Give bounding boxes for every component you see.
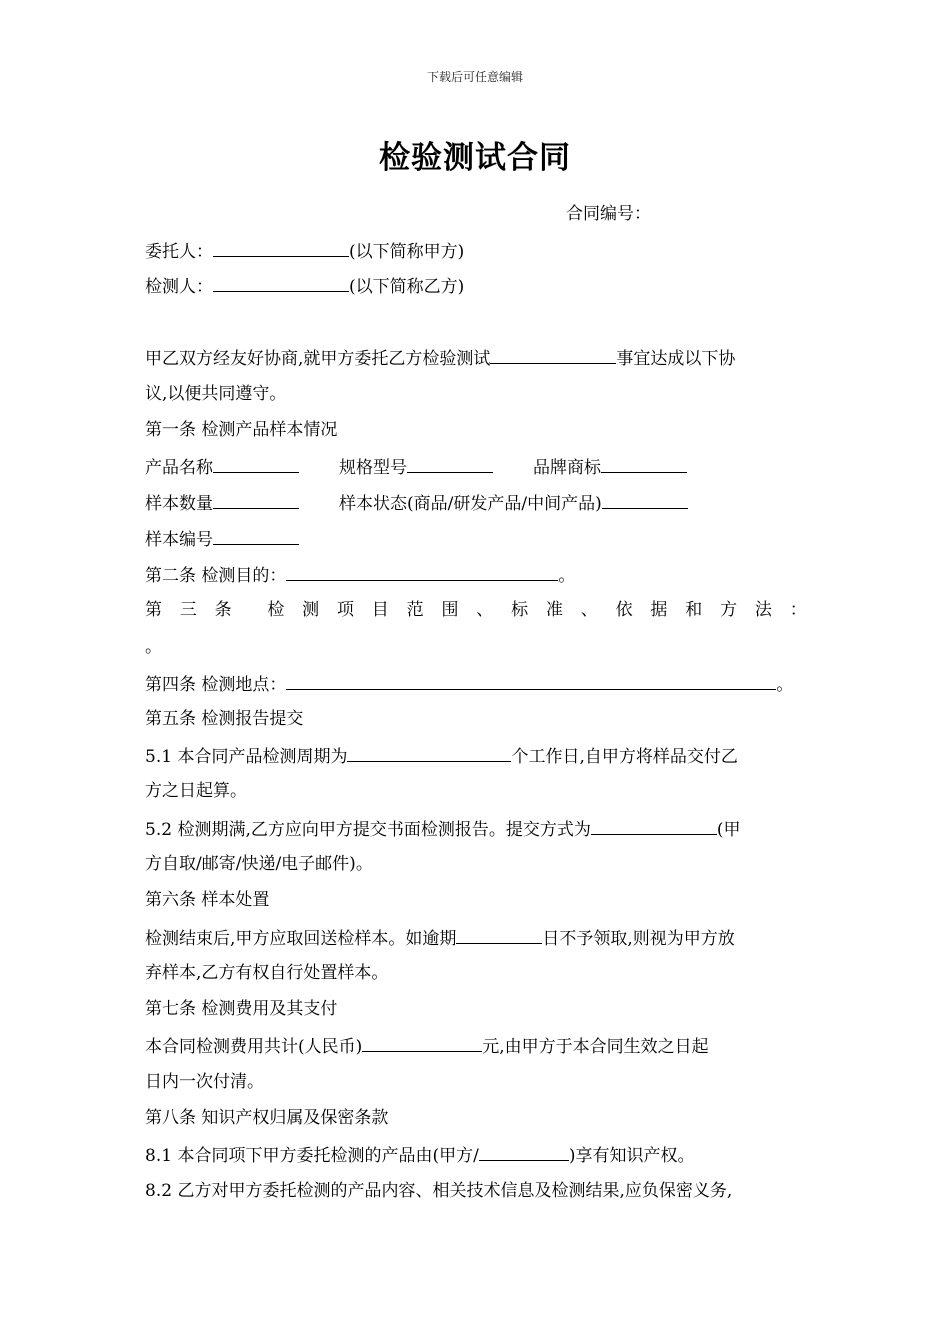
article-4-end: 。	[776, 675, 794, 695]
tester-suffix: (以下简称乙方)	[349, 277, 465, 297]
article-5-1-text-2: 个工作日,自甲方将样品交付乙	[511, 747, 738, 767]
page-header: 下载后可任意编辑	[426, 70, 523, 84]
period-blank[interactable]	[347, 744, 511, 762]
article-3-char: 项	[336, 600, 354, 620]
qty-label: 样本数量	[145, 494, 213, 514]
tester-label: 检测人：	[145, 277, 213, 297]
article-4-title: 第四条 检测地点：	[145, 675, 287, 695]
article-1-row-3	[145, 527, 299, 551]
article-3-char: ：	[789, 600, 807, 620]
article-1-title: 第一条 检测产品样本情况	[145, 420, 338, 440]
delivery-blank[interactable]	[591, 817, 717, 835]
article-7-text: 本合同检测费用共计(人民币)	[145, 1037, 363, 1057]
article-5-1	[145, 744, 738, 768]
article-5-2-text-2: (甲	[716, 820, 741, 840]
article-5-1-text: 5.1 本合同产品检测周期为	[145, 747, 348, 767]
contract-number-label: 合同编号：	[566, 204, 651, 224]
article-7-title: 第七条 检测费用及其支付	[145, 999, 338, 1019]
overdue-blank[interactable]	[456, 926, 542, 944]
purpose-blank[interactable]	[286, 563, 558, 581]
code-blank[interactable]	[213, 527, 299, 545]
article-6-text: 检测结束后,甲方应取回送检样本。如逾期	[145, 929, 457, 949]
product-name-blank[interactable]	[213, 455, 299, 473]
spec-blank[interactable]	[407, 455, 493, 473]
client-blank[interactable]	[213, 239, 349, 257]
intro-line-2: 议,以便共同遵守。	[145, 384, 287, 404]
article-6-title: 第六条 样本处置	[145, 890, 270, 910]
article-3-char: 和	[685, 600, 703, 620]
article-8-2: 8.2 乙方对甲方委托检测的产品内容、相关技术信息及检测结果,应负保密义务,	[145, 1181, 733, 1201]
client-suffix: (以下简称甲方)	[349, 242, 465, 262]
article-6-text-2: 日不予领取,则视为甲方放	[542, 929, 735, 949]
article-1-row-1	[145, 455, 687, 479]
code-label: 样本编号	[145, 530, 213, 550]
article-5-title: 第五条 检测报告提交	[145, 709, 304, 729]
article-7-cont: 日内一次付清。	[145, 1072, 264, 1092]
article-3-end: 。	[145, 637, 162, 657]
article-3-char: 据	[650, 600, 668, 620]
brand-blank[interactable]	[601, 455, 687, 473]
spec-label: 规格型号	[339, 458, 407, 478]
article-3-char: 、	[476, 600, 494, 620]
article-7-1	[145, 1034, 709, 1058]
brand-label: 品牌商标	[533, 458, 601, 478]
state-blank[interactable]	[602, 491, 688, 509]
product-name-label: 产品名称	[145, 458, 213, 478]
article-3-char: 条	[214, 600, 232, 620]
article-2	[145, 563, 575, 587]
article-3-title	[145, 599, 807, 621]
article-3-char: 检	[267, 600, 285, 620]
article-8-1	[145, 1143, 694, 1167]
article-3-char: 测	[302, 600, 320, 620]
article-4	[145, 672, 793, 696]
client-label: 委托人：	[145, 242, 213, 262]
article-3-char: 三	[179, 600, 197, 620]
fee-blank[interactable]	[362, 1034, 482, 1052]
article-5-2-text: 5.2 检测期满,乙方应向甲方提交书面检测报告。提交方式为	[145, 820, 591, 840]
location-blank[interactable]	[286, 672, 776, 690]
document-title: 检验测试合同	[379, 140, 571, 176]
article-5-2	[145, 817, 740, 841]
intro-blank[interactable]	[490, 346, 616, 364]
article-3-char: 目	[371, 600, 389, 620]
client-line	[145, 239, 464, 263]
article-3-char: 方	[720, 600, 738, 620]
article-3-char: 围	[441, 600, 459, 620]
article-1-row-2	[145, 491, 688, 515]
article-8-1-text-2: )享有知识产权。	[568, 1146, 695, 1166]
article-3-char: 准	[545, 600, 563, 620]
tester-blank[interactable]	[213, 274, 349, 292]
intro-line-1	[145, 346, 735, 370]
article-3-char: 法	[754, 600, 772, 620]
article-3-char: 、	[580, 600, 598, 620]
article-6-1	[145, 926, 735, 950]
intro-text: 甲乙双方经友好协商,就甲方委托乙方检验测试	[145, 349, 491, 369]
article-5-1-cont: 方之日起算。	[145, 781, 247, 801]
article-3-char: 标	[511, 600, 529, 620]
qty-blank[interactable]	[213, 491, 299, 509]
article-3-char: 第	[145, 600, 162, 620]
article-7-text-2: 元,由甲方于本合同生效之日起	[482, 1037, 709, 1057]
article-8-1-text: 8.1 本合同项下甲方委托检测的产品由(甲方/	[145, 1146, 479, 1166]
tester-line	[145, 274, 464, 298]
state-label: 样本状态(商品/研发产品/中间产品)	[339, 494, 602, 514]
article-8-title: 第八条 知识产权归属及保密条款	[145, 1108, 389, 1128]
article-5-2-cont: 方自取/邮寄/快递/电子邮件)。	[145, 854, 373, 874]
ip-owner-blank[interactable]	[479, 1143, 569, 1161]
intro-text-2: 事宜达成以下协	[616, 349, 736, 369]
article-6-cont: 弃样本,乙方有权自行处置样本。	[145, 963, 389, 983]
article-3-char: 依	[615, 600, 633, 620]
article-2-title: 第二条 检测目的：	[145, 566, 287, 586]
article-3-char: 范	[406, 600, 424, 620]
article-2-end: 。	[558, 566, 576, 586]
